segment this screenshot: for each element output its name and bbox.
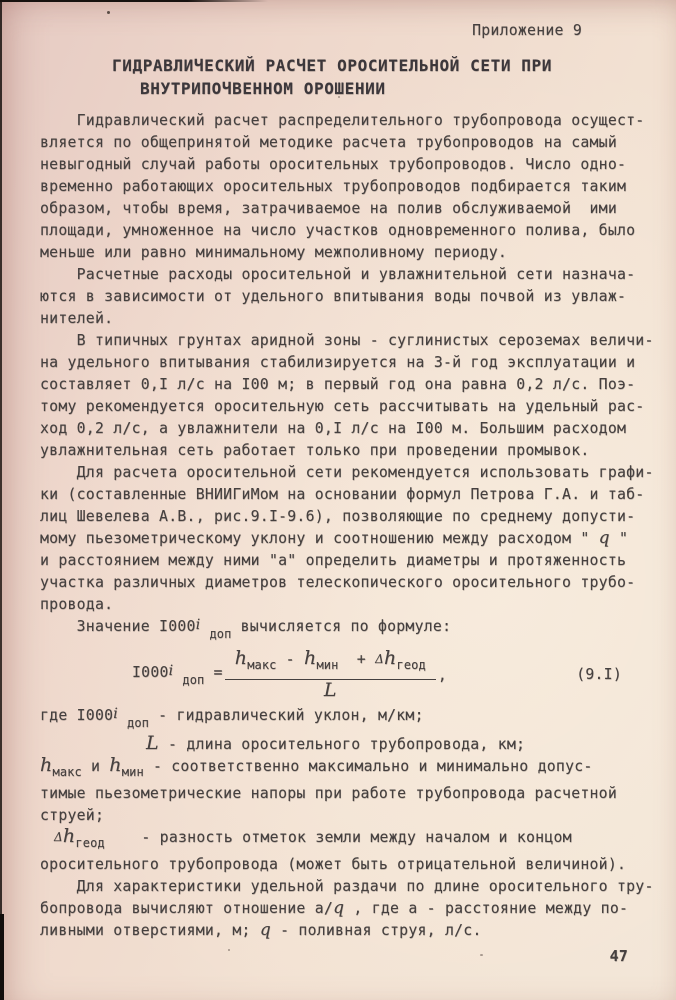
head-h-symbol: h — [109, 754, 122, 776]
subscript-geod: геод — [75, 836, 105, 850]
text-fragment: - длина оросительного трубопровода, км; — [158, 736, 526, 753]
subscript-dop: доп — [182, 672, 205, 687]
equation-number: (9.I) — [576, 666, 622, 683]
slope-i-symbol: i — [195, 617, 201, 633]
text-fragment: ливными отверстиями, м; — [40, 922, 260, 939]
text-line: увлажнительная сеть работает только при проведении промывок. — [40, 442, 590, 459]
text-line: образом, чтобы время, затрачиваемое на полив обслуживаемой ими — [40, 200, 617, 217]
document-title — [112, 54, 638, 100]
paragraph-4b — [40, 550, 638, 616]
text-line: нителей. — [40, 310, 114, 327]
text-fragment: вычисляется по формуле: — [231, 618, 452, 635]
delta-symbol: Δ — [54, 830, 63, 844]
flow-rate-q-symbol: q — [259, 920, 271, 940]
text-fragment: - разность отметок земли между началом и концом — [104, 829, 572, 846]
length-L-symbol: L — [146, 732, 159, 754]
text-line: невыгодный случай работы оросительных трубопроводов. Число одно- — [40, 156, 627, 173]
flow-rate-q-symbol: q — [598, 528, 610, 548]
text-line: лиц Шевелева А.В., рис.9.I-9.6), позволяющие по среднему допусти- — [40, 508, 636, 525]
subscript-maks: макс — [247, 658, 277, 672]
subscript-maks: макс — [52, 765, 82, 779]
text-line: В типичных грунтах аридной зоны - суглинистых сероземах величи- — [40, 332, 654, 349]
definition-delta-h-continued: оросительного трубопровода (может быть отрицательной величиной). — [40, 856, 627, 873]
head-h-symbol: h — [303, 647, 317, 669]
formula-intro-line — [40, 616, 638, 645]
delta-symbol: Δ — [375, 652, 385, 666]
text-fragment: мому пьезометрическому уклону и соотношению между расходом " — [40, 530, 599, 547]
paragraph-1 — [40, 110, 645, 264]
scan-edge-left-bottom — [0, 914, 4, 1000]
scan-edge-left — [0, 0, 2, 1000]
paragraph-3 — [40, 330, 654, 462]
text-line: ход 0,2 л/с, а увлажнители на 0,I л/с на I00 м. Большим расходом — [40, 420, 627, 437]
subscript-dop: доп — [127, 716, 149, 730]
head-h-symbol: h — [384, 647, 397, 669]
text-fragment: I000 — [132, 663, 169, 681]
definition-delta-h — [40, 827, 638, 854]
subscript-dop: доп — [209, 627, 232, 641]
text-line: участка различных диаметров телескопического оросительного трубо- — [40, 574, 636, 591]
definition-h-continued: тимые пьезометрические напоры при работе трубопровода расчетной — [40, 785, 617, 802]
text-line: провода. — [40, 596, 114, 613]
definition-i-dop — [40, 705, 638, 734]
subscript-min: мин — [316, 658, 339, 672]
text-line: площади, умноженное на число участков одновременного полива, было — [40, 222, 636, 239]
paragraph-5-line-3 — [40, 920, 638, 942]
text-line: меньше или равно минимальному межполивному периоду. — [40, 244, 508, 261]
text-line: составляет 0,I л/с на I00 м; в первый год она равна 0,2 л/с. Поэ- — [40, 376, 636, 393]
comma: , — [437, 667, 448, 684]
paragraph-4a — [40, 462, 654, 528]
text-fragment: , где а - расстояние между по- — [344, 900, 629, 917]
head-h-symbol: h — [62, 825, 76, 847]
definition-h-max-min — [40, 756, 638, 783]
text-line: Расчетные расходы оросительной и увлажнительной сети назнача- — [40, 266, 636, 283]
head-h-symbol: h — [40, 754, 53, 776]
minus-sign: - — [276, 651, 304, 668]
formula-9-1 — [40, 649, 638, 703]
length-L-symbol: L — [323, 679, 337, 701]
text-fragment: и — [81, 758, 110, 775]
text-fragment: Значение I000 — [40, 618, 196, 635]
title-line-1: ГИДРАВЛИЧЕСКИЙ РАСЧЕТ ОРОСИТЕЛЬНОЙ СЕТИ ПРИ — [112, 56, 553, 75]
text-fragment: где I000 — [40, 707, 114, 724]
definition-L — [40, 734, 638, 756]
paper-speck — [107, 11, 110, 14]
text-line: ки (составленные ВНИИГиМом на основании формул Петрова Г.А. и таб- — [40, 486, 645, 503]
text-fragment: - соответственно максимально и минимально допус- — [143, 758, 593, 775]
flow-rate-q-symbol: q — [333, 898, 345, 918]
text-fragment: бопровода вычисляют отношение а/ — [40, 900, 334, 917]
paragraph-4-q-line — [40, 528, 638, 550]
text-fragment: - поливная струя, л/с. — [270, 922, 482, 939]
text-line: тому рекомендуется оросительную сеть рассчитывать на удельный рас- — [40, 398, 645, 415]
text-line: ются в зависимости от удельного впитывания воды почвой из увлаж- — [40, 288, 627, 305]
formula-lhs — [132, 662, 223, 691]
title-line-2: ВНУТРИПОЧВЕННОМ ОРОШЕНИИ — [140, 79, 386, 98]
scan-edge-top — [0, 0, 268, 2]
paragraph-5-line-2 — [40, 898, 638, 920]
plus-sign: + — [338, 651, 376, 668]
fraction-numerator — [225, 649, 436, 680]
head-h-symbol: h — [234, 647, 248, 669]
definition-h-continued-2: струей; — [40, 807, 105, 824]
fraction-denominator — [324, 680, 337, 703]
formula-fraction — [225, 649, 436, 703]
appendix-label: Приложение 9 — [472, 22, 582, 39]
subscript-min: мин — [121, 765, 144, 779]
text-line: вляется по общепринятой методике расчета трубопроводов на самый — [40, 134, 617, 151]
paragraph-2 — [40, 264, 638, 330]
text-line: Для расчета оросительной сети рекомендуется использовать графи- — [40, 464, 654, 481]
equals-sign: = — [204, 663, 223, 681]
page-number: 47 — [609, 948, 628, 965]
text-line: и расстоянием между ними "а" определить диаметры и протяженность — [40, 552, 627, 569]
text-fragment: - гидравлический уклон, м/км; — [149, 707, 424, 724]
page-content — [40, 16, 654, 968]
subscript-geod: геод — [396, 658, 426, 672]
slope-i-symbol: i — [113, 706, 119, 722]
slope-i-symbol: i — [168, 662, 174, 679]
paragraph-5-line-1: Для характеристики удельной раздачи по длине оросительного тру- — [40, 878, 654, 895]
text-line: на удельного впитывания стабилизируется на 3-й год эксплуатации и — [40, 354, 636, 371]
text-fragment: " — [609, 530, 629, 547]
text-line: временно работающих оросительных трубопроводов подбирается таким — [40, 178, 627, 195]
text-line: Гидравлический расчет распределительного трубопровода осущест- — [40, 112, 645, 129]
